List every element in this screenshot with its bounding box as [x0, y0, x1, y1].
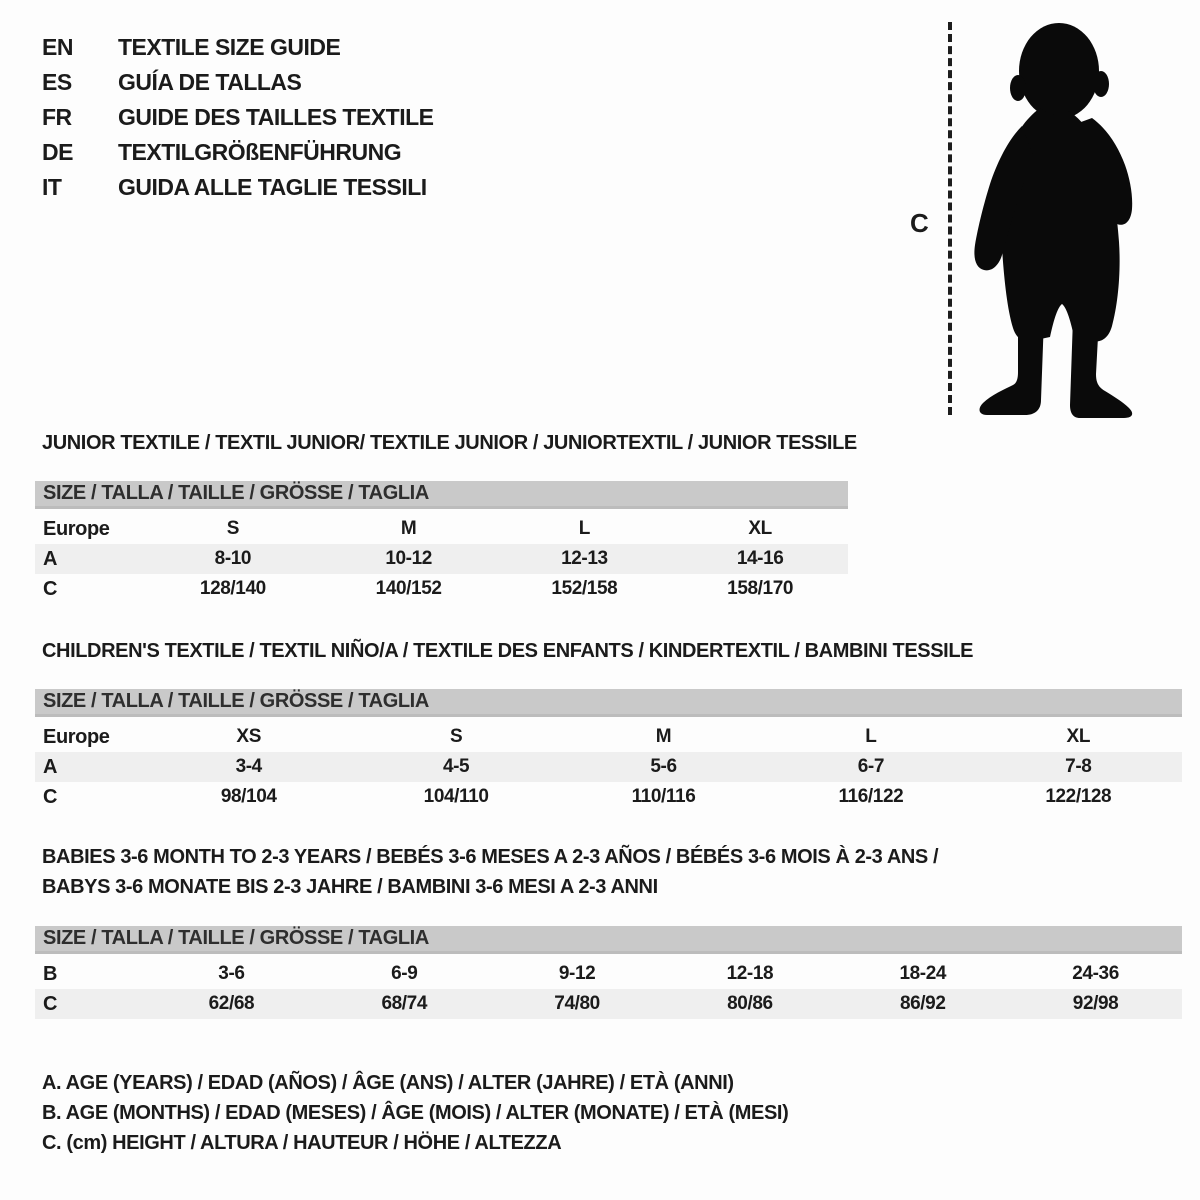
language-row-es — [42, 65, 434, 100]
row-label: A — [43, 755, 58, 778]
cell: 6-9 — [391, 963, 418, 984]
row-label: C — [43, 577, 58, 600]
language-label: TEXTILE SIZE GUIDE — [118, 34, 341, 60]
table-row-b — [35, 959, 1182, 989]
cell: 8-10 — [214, 548, 252, 569]
junior-size-table — [35, 481, 848, 604]
cell: 9-12 — [558, 963, 596, 984]
cell: 3-4 — [235, 756, 262, 777]
cell: 62/68 — [208, 993, 255, 1014]
language-code: FR — [42, 104, 72, 130]
language-row-de — [42, 135, 434, 170]
row-label: Europe — [43, 725, 110, 748]
table-row-c — [35, 989, 1182, 1019]
cell: XS — [236, 726, 261, 747]
table-row-a — [35, 752, 1182, 782]
cell: 86/92 — [899, 993, 946, 1014]
babies-size-table — [35, 926, 1182, 1019]
cell: 152/158 — [551, 578, 618, 599]
cell: 12-13 — [561, 548, 608, 569]
babies-section-title-line1: BABIES 3-6 MONTH TO 2-3 YEARS / BEBÉS 3-6 MESES A 2-3 AÑOS / BÉBÉS 3-6 MOIS À 2-3 ANS / — [42, 846, 939, 868]
legend-line-c: C. (cm) HEIGHT / ALTURA / HAUTEUR / HÖHE / ALTEZZA — [42, 1132, 562, 1154]
language-row-it — [42, 170, 434, 205]
legend-line-a: A. AGE (YEARS) / EDAD (AÑOS) / ÂGE (ANS) / ALTER (JAHRE) / ETÀ (ANNI) — [42, 1072, 734, 1094]
cell: S — [226, 518, 240, 539]
babies-size-header-bar: SIZE / TALLA / TAILLE / GRÖSSE / TAGLIA — [35, 926, 1182, 954]
language-list — [42, 30, 434, 205]
cell: 128/140 — [199, 578, 266, 599]
cell: XL — [748, 518, 772, 539]
cell: 140/152 — [375, 578, 442, 599]
row-label: B — [43, 962, 58, 985]
cell: 110/116 — [631, 786, 696, 807]
row-label: C — [43, 992, 58, 1015]
babies-section-title-line2: BABYS 3-6 MONATE BIS 2-3 JAHRE / BAMBINI 3-6 MESI A 2-3 ANNI — [42, 876, 658, 898]
language-label: GUIDA ALLE TAGLIE TESSILI — [118, 174, 427, 200]
height-measure-label: C — [910, 208, 929, 238]
language-label: GUÍA DE TALLAS — [118, 69, 302, 95]
cell: M — [400, 518, 417, 539]
children-section-title: CHILDREN'S TEXTILE / TEXTIL NIÑO/A / TEXTILE DES ENFANTS / KINDERTEXTIL / BAMBINI TESSILE — [42, 640, 974, 662]
cell: 80/86 — [727, 993, 773, 1014]
language-row-en — [42, 30, 434, 65]
cell: 74/80 — [554, 993, 600, 1014]
table-row-europe — [35, 722, 1182, 752]
cell: XL — [1066, 726, 1091, 747]
cell: 158/170 — [727, 578, 794, 599]
cell: 92/98 — [1072, 993, 1119, 1014]
cell: 98/104 — [220, 786, 277, 807]
cell: S — [449, 726, 463, 747]
table-row-europe — [35, 514, 848, 544]
language-code: IT — [42, 174, 62, 200]
junior-section-title: JUNIOR TEXTILE / TEXTIL JUNIOR/ TEXTILE JUNIOR / JUNIORTEXTIL / JUNIOR TESSILE — [42, 432, 857, 454]
junior-size-header-bar: SIZE / TALLA / TAILLE / GRÖSSE / TAGLIA — [35, 481, 848, 509]
legend-line-b: B. AGE (MONTHS) / EDAD (MESES) / ÂGE (MOIS) / ALTER (MONATE) / ETÀ (MESI) — [42, 1102, 789, 1124]
toddler-silhouette-icon — [962, 16, 1142, 418]
cell: 68/74 — [381, 993, 428, 1014]
cell: 10-12 — [385, 548, 432, 569]
cell: 5-6 — [650, 756, 677, 777]
cell: 14-16 — [736, 548, 784, 569]
children-size-table — [35, 689, 1182, 812]
height-dashed-line — [948, 22, 952, 415]
row-label: A — [43, 547, 58, 570]
cell: L — [578, 518, 590, 539]
language-label: TEXTILGRÖßENFÜHRUNG — [118, 139, 402, 165]
measurement-legend — [42, 1068, 788, 1158]
language-code: ES — [42, 69, 72, 95]
language-code: EN — [42, 34, 73, 60]
language-code: DE — [42, 139, 73, 165]
cell: 18-24 — [899, 963, 947, 984]
cell: 24-36 — [1072, 963, 1119, 984]
row-label: Europe — [43, 517, 110, 540]
cell: 12-18 — [726, 963, 774, 984]
table-row-c — [35, 782, 1182, 812]
table-row-a — [35, 544, 848, 574]
language-row-fr — [42, 100, 434, 135]
cell: 7-8 — [1065, 756, 1092, 777]
table-row-c — [35, 574, 848, 604]
cell: 122/128 — [1045, 786, 1112, 807]
cell: L — [865, 726, 877, 747]
cell: 6-7 — [857, 756, 885, 777]
cell: 116/122 — [838, 786, 904, 807]
cell: M — [655, 726, 672, 747]
cell: 4-5 — [442, 756, 470, 777]
language-label: GUIDE DES TAILLES TEXTILE — [118, 104, 434, 130]
children-size-header-bar: SIZE / TALLA / TAILLE / GRÖSSE / TAGLIA — [35, 689, 1182, 717]
cell: 104/110 — [423, 786, 489, 807]
row-label: C — [43, 785, 58, 808]
cell: 3-6 — [218, 963, 245, 984]
